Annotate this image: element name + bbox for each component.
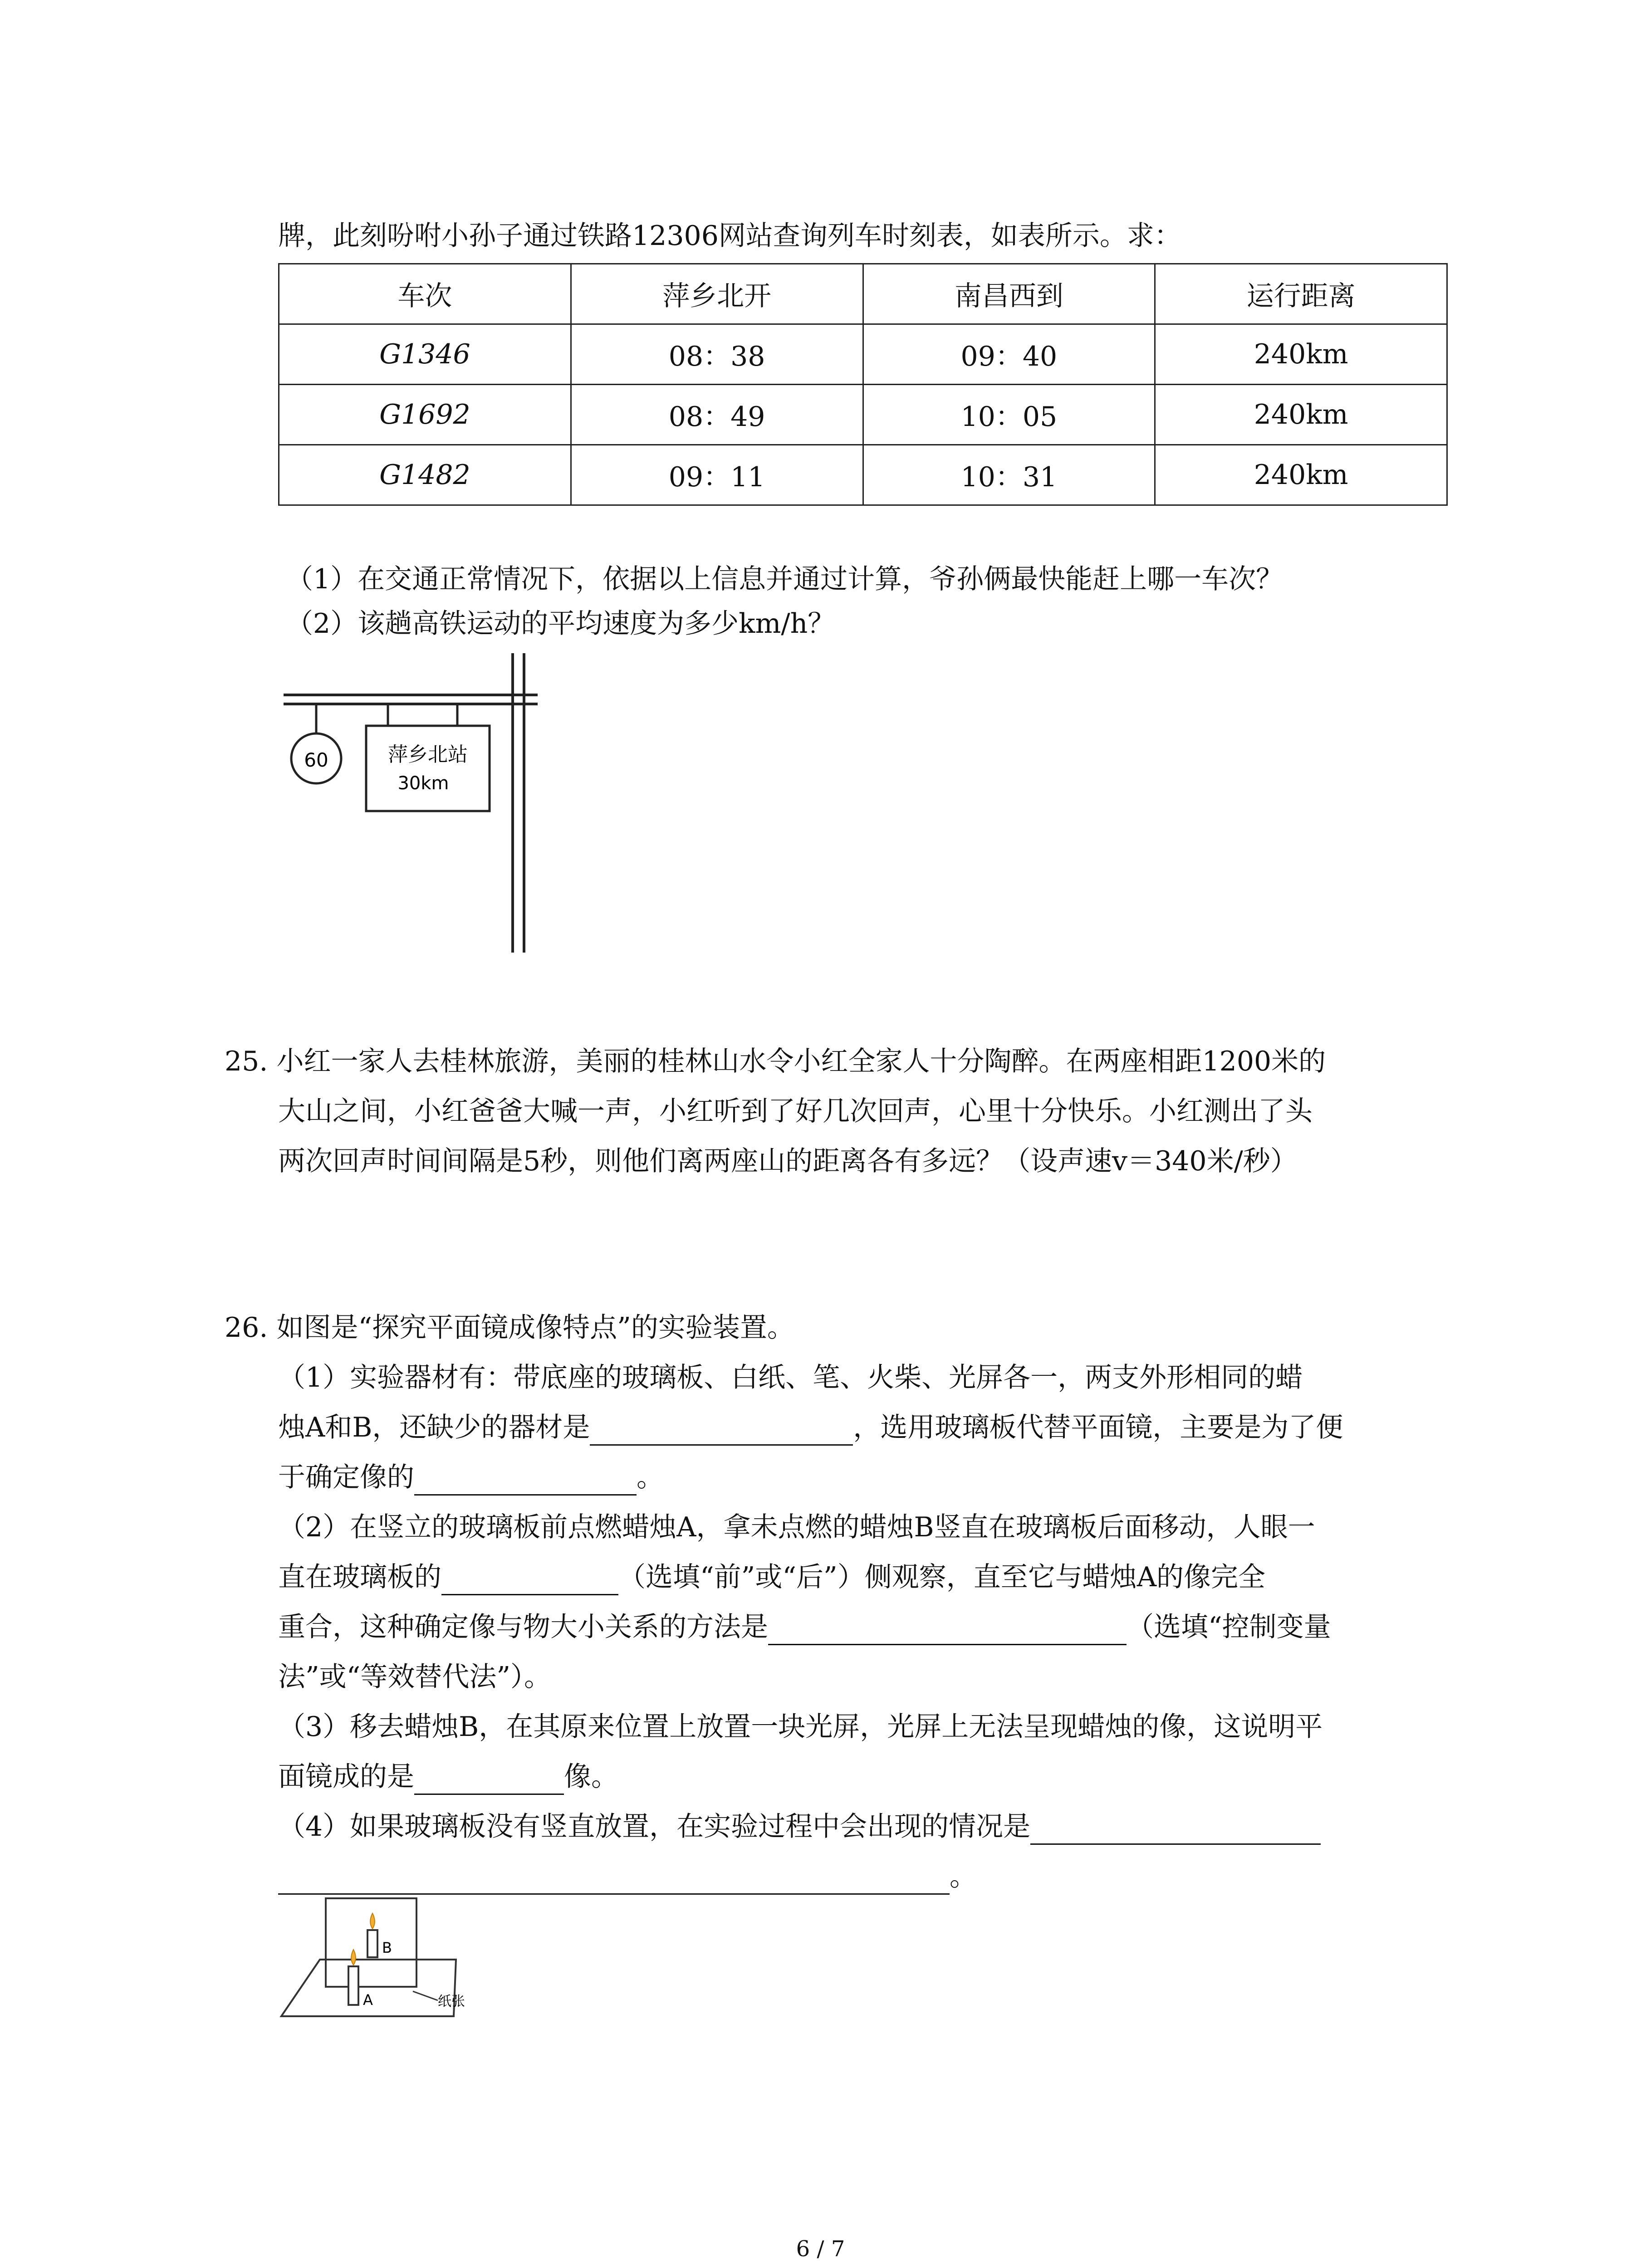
answer-blank-situation-part2[interactable]	[278, 1866, 950, 1895]
answer-blank-image-type[interactable]	[414, 1766, 564, 1795]
q26-line10	[278, 1759, 618, 1795]
q26-line6-part2: （选填“前”或“后”）侧观察，直至它与蜡烛A的像完全	[618, 1561, 1266, 1593]
table-header-cell: 车次	[279, 264, 571, 324]
table-cell: 10：05	[863, 385, 1155, 445]
candle-b-label: B	[382, 1939, 392, 1956]
station-name-text: 萍乡北站	[388, 743, 468, 766]
answer-blank-missing-equipment[interactable]	[590, 1417, 853, 1446]
q26-line3-part2: ，选用玻璃板代替平面镜，主要是为了便	[853, 1412, 1343, 1443]
q26-line12-end: 。	[950, 1861, 977, 1892]
q26-line4	[278, 1459, 664, 1496]
q26-line5: （2）在竖立的玻璃板前点燃蜡烛A，拿未点燃的蜡烛B竖直在玻璃板后面移动，人眼一	[278, 1511, 1315, 1543]
q26-line8: 法”或“等效替代法”）。	[278, 1661, 552, 1693]
answer-blank-observe-side[interactable]	[441, 1567, 618, 1595]
q26-line11	[278, 1809, 1321, 1845]
q25-line2: 大山之间，小红爸爸大喊一声，小红听到了好几次回声，心里十分快乐。小红测出了头	[278, 1095, 1313, 1127]
q26-line11-part1: （4）如果玻璃板没有竖直放置，在实验过程中会出现的情况是	[278, 1811, 1031, 1843]
candle-a	[348, 1966, 358, 2005]
q26-line3-part1: 烛A和B，还缺少的器材是	[278, 1412, 590, 1443]
train-schedule-table	[278, 263, 1448, 506]
answer-blank-situation-part1[interactable]	[1030, 1816, 1321, 1845]
table-row	[279, 324, 1447, 385]
q26-line4-part2: 。	[637, 1461, 664, 1493]
answer-blank-method[interactable]	[768, 1617, 1127, 1645]
q26-line6-part1: 直在玻璃板的	[278, 1561, 441, 1593]
table-cell: 09：11	[571, 445, 863, 505]
table-cell: 240km	[1155, 385, 1447, 445]
paper-label: 纸张	[438, 1994, 465, 2009]
q26-line2: （1）实验器材有：带底座的玻璃板、白纸、笔、火柴、光屏各一，两支外形相同的蜡	[278, 1362, 1303, 1393]
table-cell: 240km	[1155, 445, 1447, 505]
q26-line7-part2: （选填“控制变量	[1127, 1611, 1331, 1643]
table-cell: G1692	[279, 385, 571, 445]
q26-line10-part1: 面镜成的是	[278, 1761, 414, 1793]
q25-line1: 25. 小红一家人去桂林旅游，美丽的桂林山水令小红全家人十分陶醉。在两座相距1200米的	[225, 1046, 1326, 1077]
table-cell: G1482	[279, 445, 571, 505]
table-header-cell: 南昌西到	[863, 264, 1155, 324]
q26-line9: （3）移去蜡烛B，在其原来位置上放置一块光屏，光屏上无法呈现蜡烛的像，这说明平	[278, 1711, 1323, 1743]
q25-line3: 两次回声时间间隔是5秒，则他们离两座山的距离各有多远？（设声速v＝340米/秒）	[278, 1145, 1298, 1177]
intro-line: 牌，此刻吩咐小孙子通过铁路12306网站查询列车时刻表，如表所示。求：	[278, 220, 1181, 252]
table-row	[279, 385, 1447, 445]
q26-line3	[278, 1409, 1343, 1446]
q26-line1: 26. 如图是“探究平面镜成像特点”的实验装置。	[225, 1312, 794, 1344]
q26-line4-part1: 于确定像的	[278, 1461, 414, 1493]
table-header-row	[279, 264, 1447, 324]
q26-line6	[278, 1559, 1265, 1595]
page-number: 6 / 7	[796, 2236, 845, 2262]
table-cell: 09：40	[863, 324, 1155, 385]
table-row	[279, 445, 1447, 505]
q24-sub1: （1）在交通正常情况下，依据以上信息并通过计算，爷孙俩最快能赶上哪一车次？	[286, 563, 1283, 595]
plane-mirror-figure	[277, 1892, 513, 2023]
table-cell: 08：49	[571, 385, 863, 445]
road-sign-figure	[279, 649, 560, 957]
candle-b-flame	[370, 1913, 375, 1929]
table-cell: 08：38	[571, 324, 863, 385]
candle-a-label: A	[363, 1991, 373, 2009]
q26-line7-part1: 重合，这种确定像与物大小关系的方法是	[278, 1611, 768, 1643]
table-cell: G1346	[279, 324, 571, 385]
candle-b	[367, 1930, 377, 1957]
candle-a-flame	[351, 1950, 356, 1965]
table-header-cell: 运行距离	[1155, 264, 1447, 324]
q26-line12	[278, 1858, 977, 1895]
table-cell: 10：31	[863, 445, 1155, 505]
q24-sub2: （2）该趟高铁运动的平均速度为多少km/h？	[286, 608, 835, 640]
station-distance-text: 30km	[397, 773, 449, 794]
speed-limit-text: 60	[304, 749, 328, 771]
answer-blank-image-property[interactable]	[414, 1467, 637, 1496]
station-sign	[366, 726, 490, 811]
table-cell: 240km	[1155, 324, 1447, 385]
q26-line7	[278, 1609, 1331, 1645]
q26-line10-part2: 像。	[564, 1761, 618, 1793]
table-header-cell: 萍乡北开	[571, 264, 863, 324]
